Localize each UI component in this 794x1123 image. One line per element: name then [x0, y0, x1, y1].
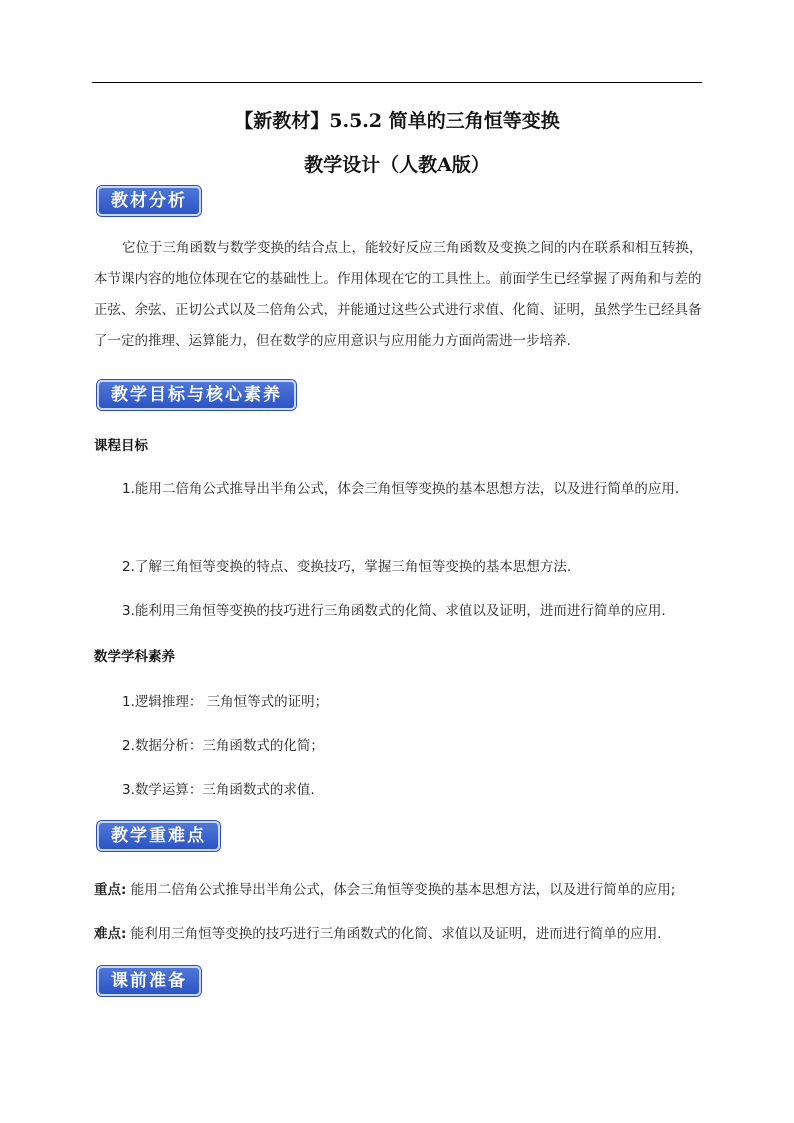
section-badge-preparation: 课前准备 [97, 966, 201, 996]
section-badge-key-difficult: 教学重难点 [97, 821, 220, 851]
key-point-text: 能用二倍角公式推导出半角公式，体会三角恒等变换的基本思想方法，以及进行简单的应用; [126, 882, 676, 898]
literacy-item-3: 3.数学运算：三角函数式的求值. [122, 782, 315, 798]
goal-item-1: 1.能用二倍角公式推导出半角公式，体会三角恒等变换的基本思想方法，以及进行简单的应用. [122, 481, 680, 497]
section-badge-textbook-analysis: 教材分析 [97, 186, 201, 216]
goal-item-3: 3.能利用三角恒等变换的技巧进行三角函数式的化简、求值以及证明，进而进行简单的应用. [122, 603, 666, 619]
literacy-item-2: 2.数据分析：三角函数式的化简； [122, 738, 324, 754]
course-goals-heading: 课程目标 [94, 438, 148, 454]
literacy-item-1: 1.逻辑推理： 三角恒等式的证明； [122, 694, 329, 710]
key-point-line [94, 878, 714, 898]
header-rule [92, 82, 702, 83]
goal-item-2: 2.了解三角恒等变换的特点、变换技巧，掌握三角恒等变换的基本思想方法. [122, 559, 572, 575]
difficult-point-label: 难点: [94, 926, 127, 942]
difficult-point-text: 能利用三角恒等变换的技巧进行三角函数式的化简、求值以及证明，进而进行简单的应用. [126, 926, 662, 942]
difficult-point-line [94, 922, 714, 942]
literacy-heading: 数学学科素养 [94, 649, 175, 665]
key-point-label: 重点: [94, 882, 127, 898]
document-subtitle: 教学设计（人教A版） [304, 154, 490, 176]
document-title: 【新教材】5.5.2 简单的三角恒等变换 [234, 110, 560, 132]
section-badge-goals-literacy: 教学目标与核心素养 [97, 380, 296, 410]
textbook-analysis-paragraph: 它位于三角函数与数学变换的结合点上，能较好反应三角函数及变换之间的内在联系和相互转换，本节课内容的地位体现在它的基础性上。作用体现在它的工具性上。前面学生已经掌握了两角和与差的正弦、余弦、正切公式以及二倍角公式，并能通过这些公式进行求值、化简、证明，虽然学生已经具备了一定的推理、运算能力，但在数学的应用意识与应用能力方面尚需进一步培养. [94, 240, 703, 349]
